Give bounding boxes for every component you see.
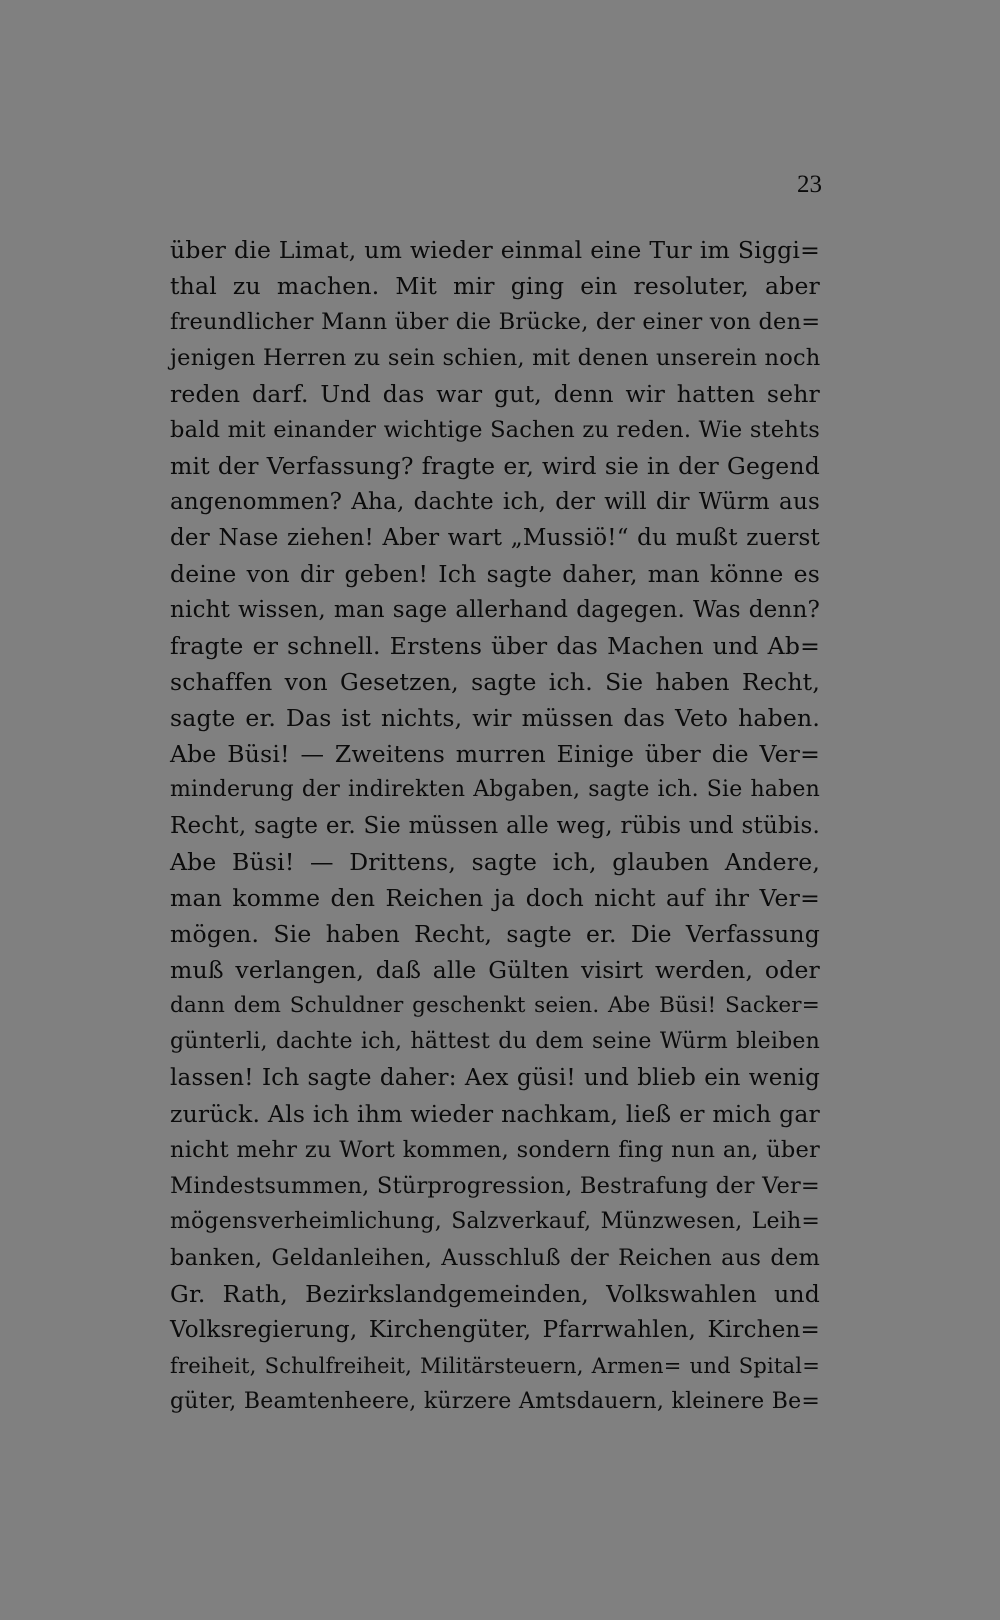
text-line: günterli, dachte ich, hättest du dem seine Würm bleiben bbox=[170, 1029, 820, 1054]
text-line: zurück. Als ich ihm wieder nachkam, ließ er mich gar bbox=[170, 1100, 820, 1128]
text-line: Abe Büsi! — Drittens, sagte ich, glauben Andere, bbox=[170, 848, 820, 876]
text-line: Recht, sagte er. Sie müssen alle weg, rübis und stübis. bbox=[170, 813, 820, 839]
text-line: bald mit einander wichtige Sachen zu reden. Wie stehts bbox=[170, 417, 820, 443]
text-line: güter, Beamtenheere, kürzere Amtsdauern, kleinere Be= bbox=[170, 1389, 820, 1414]
text-line: der Nase ziehen! Aber wart „Mussiö!“ du mußt zuerst bbox=[170, 525, 820, 551]
text-line: jenigen Herren zu sein schien, mit denen unserein noch bbox=[170, 345, 821, 371]
text-line: minderung der indirekten Abgaben, sagte ich. Sie haben bbox=[170, 777, 820, 802]
text-line: nicht mehr zu Wort kommen, sondern fing nun an, über bbox=[170, 1137, 820, 1163]
text-line: lassen! Ich sagte daher: Aex güsi! und blieb ein wenig bbox=[170, 1065, 820, 1091]
text-line: dann dem Schuldner geschenkt seien. Abe Büsi! Sacker= bbox=[170, 993, 820, 1018]
text-line: über die Limat, um wieder einmal eine Tur im Siggi= bbox=[170, 236, 820, 264]
text-line: Gr. Rath, Bezirkslandgemeinden, Volkswahlen und bbox=[170, 1280, 820, 1308]
text-line: freiheit, Schulfreiheit, Militärsteuern, Armen= und Spital= bbox=[170, 1354, 820, 1378]
text-line: Volksregierung, Kirchengüter, Pfarrwahlen, Kirchen= bbox=[170, 1317, 820, 1343]
page-number: 23 bbox=[797, 171, 822, 198]
text-line: sagte er. Das ist nichts, wir müssen das Veto haben. bbox=[170, 704, 820, 732]
text-line: schaffen von Gesetzen, sagte ich. Sie haben Recht, bbox=[170, 668, 820, 696]
text-line: banken, Geldanleihen, Ausschluß der Reichen aus dem bbox=[170, 1245, 820, 1271]
text-line: fragte er schnell. Erstens über das Machen und Ab= bbox=[170, 632, 820, 660]
text-line: Abe Büsi! — Zweitens murren Einige über die Ver= bbox=[170, 740, 820, 768]
body-text bbox=[170, 232, 820, 1420]
text-line: muß verlangen, daß alle Gülten visirt werden, oder bbox=[170, 956, 820, 984]
text-line: mögen. Sie haben Recht, sagte er. Die Verfassung bbox=[170, 920, 820, 948]
text-line: reden darf. Und das war gut, denn wir hatten sehr bbox=[170, 380, 820, 408]
text-line: mögensverheimlichung, Salzverkauf, Münzwesen, Leih= bbox=[170, 1209, 820, 1234]
text-line: nicht wissen, man sage allerhand dagegen. Was denn? bbox=[170, 597, 820, 623]
text-line: thal zu machen. Mit mir ging ein resoluter, aber bbox=[170, 272, 820, 300]
text-line: angenommen? Aha, dachte ich, der will dir Würm aus bbox=[170, 489, 820, 515]
text-line: Mindestsummen, Stürprogression, Bestrafung der Ver= bbox=[170, 1173, 820, 1199]
text-line: freundlicher Mann über die Brücke, der einer von den= bbox=[170, 309, 821, 335]
text-line: mit der Verfassung? fragte er, wird sie in der Gegend bbox=[170, 452, 820, 480]
text-line: deine von dir geben! Ich sagte daher, man könne es bbox=[170, 560, 820, 588]
text-line: man komme den Reichen ja doch nicht auf ihr Ver= bbox=[170, 884, 820, 912]
